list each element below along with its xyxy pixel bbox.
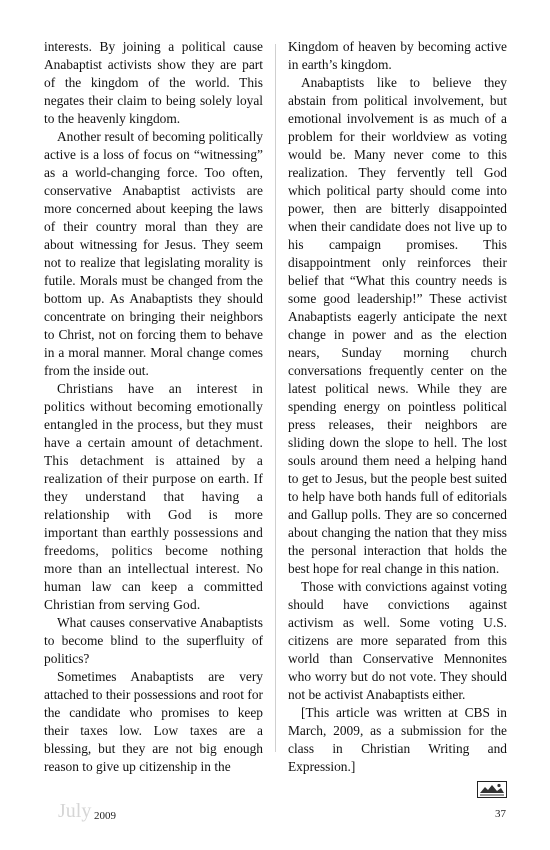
left-paragraph-1: interests. By joining a political cause Anabaptist activists show they are part of the kingdom of the world. This negates their claim to being solely loyal to the heavenly kingdom. — [44, 39, 263, 126]
footer-month: July — [58, 800, 92, 822]
left-paragraph-5: Sometimes Anabaptists are very attached to their possessions and root for the candidate who promises to keep their taxes low. Low taxes are a blessing, but they are not big enough reason to give up citizenship in the — [44, 669, 263, 774]
page-number: 37 — [495, 808, 506, 820]
left-paragraph-4: What causes conservative Anabaptists to become blind to the superfluity of politics? — [44, 615, 263, 666]
right-paragraph-4: [This article was written at CBS in March, 2009, as a submission for the class in Christian Writing and Expression.] — [288, 705, 507, 774]
right-paragraph-1: Kingdom of heaven by becoming active in earth’s kingdom. — [288, 39, 507, 72]
footer-year: 2009 — [94, 810, 116, 822]
left-paragraph-3: Christians have an interest in politics without becoming emotionally entangled in the process, but they must have a certain amount of detachment. This detachment is attained by a realization of their purpose on earth. If they understand that having a relationship with God is more important than earthly possessions and freedoms, politics become nothing more than an intellectual interest. No human law can keep a committed Christian from serving God. — [44, 381, 263, 612]
left-paragraph-2: Another result of becoming politically active is a loss of focus on “witnessing” as a world-changing force. Too often, conservative Anabaptist activists are more concerned about keeping the laws of their country moral than they are about witnessing for Jesus. They seem not to realize that legislating morality is futile. Morals must be changed from the bottom up. As Anabaptists they should concentrate on bringing their neighbors to Christ, not on forcing them to behave in a moral manner. Moral change comes from the inside out. — [44, 129, 263, 378]
right-paragraph-2: Anabaptists like to believe they abstain from political involvement, but emotional involvement is as much of a problem for their worldview as voting would be. Many never come to this realization. They fervently tell God which political party should come into power, then are bitterly disappointed when their candidate does not live up to his campaign promises. This disappointment only reinforces their belief that “What this country needs is some good leadership!” These activist Anabaptists eagerly anticipate the next change in power and as the election nears, Sunday morning church conversations frequently center on the latest political news. While they are spending energy on pointless political press releases, their neighbors are sliding down the slope to hell. The lost souls around them need a helping hand to get to Jesus, but the people best suited to help have both hands full of editorials and Gallup polls. They are so concerned about changing the nation that they miss the personal interaction that holds the best hope for real change in this nation. — [288, 75, 507, 576]
right-paragraph-3: Those with convictions against voting should have convictions against activism as well. Some voting U.S. citizens are more separated from this world than Conservative Mennonites who worry but do not vote. They should not be activist Anabaptists either. — [288, 579, 507, 702]
end-of-article-mark-icon — [477, 781, 507, 798]
left-column — [44, 38, 263, 776]
right-column — [288, 38, 507, 776]
column-divider — [275, 44, 276, 752]
